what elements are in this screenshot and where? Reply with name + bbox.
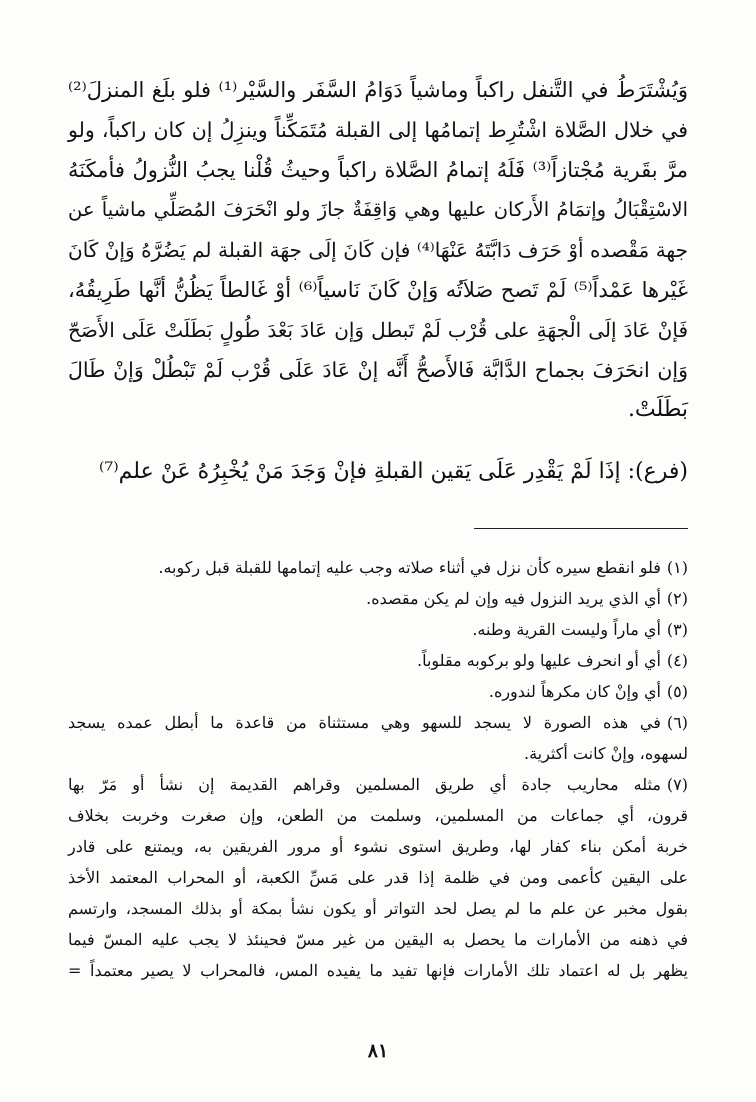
footnote bbox=[68, 583, 688, 614]
footnote-text: أي الذي يريد النزول فيه وإن لم يكن مقصده. bbox=[366, 589, 661, 608]
footnote-text: أي وإنْ كان مكرهاً لندوره. bbox=[488, 682, 661, 701]
main-text-line: مرَّ بقَرية مُجْتازاً⁽³⁾ فَلَهُ إتمامُ الصَّلاة راكباً وحيثُ قُلْنا يجبُ النُّزولُ فأمكَنَهُ bbox=[68, 158, 688, 182]
branch-heading-line: (فرع): إذَا لَمْ يَقْدِر عَلَى يَقين القبلةِ فإنْ وَجَدَ مَنْ يُخْبِرُهُ عَنْ علم⁽⁷⁾ bbox=[99, 459, 688, 484]
footnote-text: فلو انقطع سيره كأن نزل في أثناء صلاته وجب عليه إتمامها للقبلة قبل ركوبه. bbox=[158, 558, 661, 577]
main-text-line: فَإنْ عَادَ إلَى الْجهَةِ على قُرْب لَمْ تَبطل وَإن عَادَ بَعْدَ طُولٍ بَطَلَتْ عَلَى الأَصَحّ bbox=[68, 318, 688, 342]
page-number: ٨١ bbox=[367, 1040, 389, 1062]
main-text-line: جهة مَقْصده أوْ حَرَف دَابَّتَهُ عَنْهَا⁽⁴⁾ فإن كَانَ إلَى جهَة القبلة لم يَضُرَّهُ وَإنْ كَانَ bbox=[68, 238, 688, 262]
footnote-text: أي أو انحرف عليها ولو بركوبه مقلوباً. bbox=[416, 651, 661, 670]
footnote-text: أي ماراً وليست القرية وطنه. bbox=[472, 620, 661, 639]
footnote-continuation: لسهوه، وإنْ كانت أكثرية. bbox=[523, 744, 688, 763]
footnote bbox=[68, 614, 688, 645]
footnote-continuation: قرون، أي جماعات من المسلمين، وسلمت من الطعن، وإن صغرت وخربت بخلاف bbox=[68, 806, 688, 825]
main-text-line: في خلال الصَّلاة اشْتُرِط إتمامُها إلى القبلة مُتَمَكِّناً وينزِلُ إن كان راكباً، ولو bbox=[68, 118, 688, 142]
footnote-continuation: بقول مخبر عن علم ما لم يصل لحد التواتر أو يكون نشأ بمكة أو بذلك المسجد، وارتسم bbox=[68, 899, 688, 918]
footnote-number: (٥) bbox=[666, 682, 688, 701]
footnote-divider bbox=[474, 528, 688, 529]
footnote-continuation: على اليقين كأعمى ومن في ظلمة إذا قدر على مَسِّ الكعبة، أو المحراب المعتمد الأخذ bbox=[68, 868, 688, 887]
footnote bbox=[68, 769, 688, 800]
footnote-number: (٣) bbox=[666, 620, 688, 639]
footnote-number: (١) bbox=[666, 558, 688, 577]
main-text-line: الاسْتِقْبَالُ وإتمَامُ الأَركان عليها وهي وَاقِفَةٌ جازَ ولو انْحَرَفَ المُصَلِّي ماشياً عن bbox=[68, 198, 688, 221]
footnote bbox=[68, 552, 688, 583]
footnote-continuation: في ذهنه من الأمارات ما يحصل به اليقين من غير مسّ فحينئذ لا يجب عليه المسّ فيما bbox=[68, 930, 688, 949]
footnote-number: (٢) bbox=[666, 589, 688, 608]
footnote-number: (٤) bbox=[666, 651, 688, 670]
footnote-text: مثله محاريب جادة أي طريق المسلمين وقراهم القديمة إن نشأ أو مَرّ بها bbox=[68, 775, 661, 794]
main-text-line: بَطَلَتْ. bbox=[627, 397, 688, 422]
footnotes bbox=[68, 552, 688, 986]
footnote bbox=[68, 645, 688, 676]
main-text bbox=[68, 70, 688, 492]
main-text-line: وَإن انحَرَفَ بجماح الدَّابَّة فَالأَصحُّ أَنَّه إنْ عَادَ عَلَى قُرْب لَمْ تَبْطُلْ وَإنْ طَالَ bbox=[68, 358, 688, 382]
main-text-line: غَيْرها عَمْداً⁽⁵⁾ لَمْ تَصح صَلاَتُه وَإنْ كَانَ نَاسياً⁽⁶⁾ أوْ غَالطاً يَظُنُّ أنَّها طَرِيقُهُ، bbox=[68, 278, 688, 302]
footnote bbox=[68, 707, 688, 738]
footnote-number: (٧) bbox=[666, 775, 688, 794]
footnote-continuation: خربة أمكن بناء كفار لها، وطريق استوى نشوء أو مرور الفريقين به، ويمتنع على قادر bbox=[68, 837, 688, 856]
footnote-continuation: يظهر بل له اعتماد تلك الأمارات فإنها تفيد ما يفيده المس، فالمحراب لا يصير معتمداً = bbox=[68, 961, 688, 980]
footnote-text: في هذه الصورة لا يسجد للسهو وهي مستثناة من قاعدة ما أبطل عمده يسجد bbox=[68, 713, 661, 732]
footnote bbox=[68, 676, 688, 707]
footnote-number: (٦) bbox=[666, 713, 688, 732]
main-text-line: وَيُشْتَرَطُ في التَّنفل راكباً وماشياً دَوَامُ السَّفَر والسَّيْر⁽¹⁾ فلو بلَغ المنزلَ⁽²⁾ bbox=[68, 78, 688, 102]
